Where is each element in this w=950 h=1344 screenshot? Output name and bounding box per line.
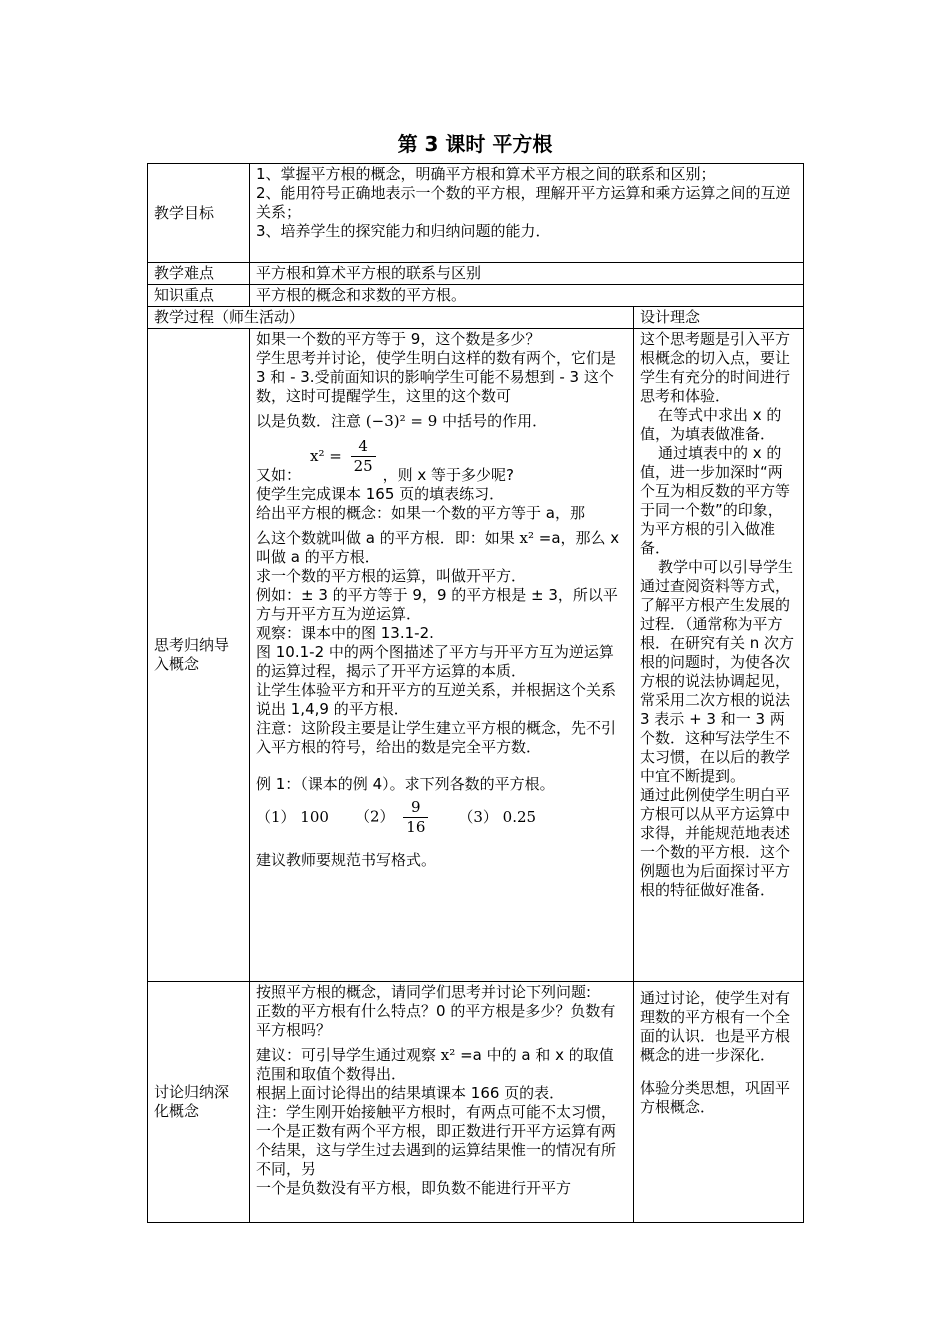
design-note: 通过此例使学生明白平方根可以从平方运算中求得，并能规范地表述一个数的平方根．这个例题也为后面探讨平方根的特征做好准备． (640, 786, 791, 899)
math-expression: x² (519, 529, 534, 547)
section1-line: 图 10.1-2 中的两个图描述了平方与开平方互为逆运算的运算过程，揭示了开平方运算的本质． (256, 643, 614, 680)
objective-item: 3、培养学生的探究能力和归纳问题的能力． (256, 222, 551, 240)
example-items (256, 798, 627, 837)
section1-line: 让学生体验平方和开平方的互逆关系，并根据这个关系说出 1,4,9 的平方根． (256, 681, 617, 718)
section2-line (256, 1046, 627, 1084)
section1-line: 学生思考并讨论，使学生明白这样的数有两个，它们是 3 和 - 3.受前面知识的影响学生可能不易想到 - 3 这个数，这时可提醒学生，这里的这个数可 (256, 349, 617, 405)
section1-line: 求一个数的平方根的运算，叫做开平方． (256, 567, 527, 585)
text: =a，那么 x 叫做 a 的平方根． (256, 529, 620, 566)
process-header-row (148, 307, 804, 329)
math-expression: x² (440, 1046, 456, 1064)
design-note: 通过讨论，使学生对有理数的平方根有一个全面的认识．也是平方根概念的进一步深化． (640, 989, 791, 1064)
section1-line: 给出平方根的概念：如果一个数的平方等于 a，那 (256, 504, 585, 522)
text: 又如： (256, 466, 302, 484)
math-expression: (−3)² = 9 (365, 412, 438, 430)
example-item: （1） 100 (256, 808, 329, 826)
text: ，则 x 等于多少呢? (382, 466, 514, 484)
objectives-content (250, 164, 804, 263)
section1-row (148, 329, 804, 982)
section1-line: 使学生完成课本 165 页的填表练习． (256, 485, 505, 503)
section1-label: 思考归纳导入概念 (148, 329, 250, 982)
section1-content (250, 329, 634, 982)
text: 建议：可引导学生通过观察 (256, 1046, 437, 1064)
section2-label: 讨论归纳深化概念 (148, 982, 250, 1223)
key-points-label: 知识重点 (148, 285, 250, 307)
objectives-row (148, 164, 804, 263)
text: （2） (354, 807, 395, 826)
difficulty-text: 平方根和算术平方根的联系与区别 (250, 263, 804, 285)
difficulty-label: 教学难点 (148, 263, 250, 285)
section1-line: 例如：± 3 的平方等于 9，9 的平方根是 ± 3，所以平方与开平方互为逆运算． (256, 586, 618, 623)
objective-item: 2、能用符号正确地表示一个数的平方根，理解开平方运算和乘方运算之间的互逆关系； (256, 184, 791, 221)
process-header: 教学过程（师生活动） (148, 307, 634, 329)
section2-line: 按照平方根的概念，请同学们思考并讨论下列问题: (256, 983, 592, 1001)
design-note: 体验分类思想，巩固平方根概念． (640, 1079, 791, 1116)
section1-line (256, 466, 627, 485)
design-note: 在等式中求出 x 的值，为填表做准备． (640, 406, 782, 443)
section1-line: 如果一个数的平方等于 9，这个数是多少？ (256, 330, 541, 348)
section1-line: 注意：这阶段主要是让学生建立平方根的概念，先不引入平方根的符号，给出的数是完全平方数． (256, 719, 617, 756)
text: 以是负数．注意 (256, 412, 362, 430)
section2-row (148, 982, 804, 1223)
design-header: 设计理念 (634, 307, 804, 329)
design-note: 教学中可以引导学生通过查阅资料等方式，了解平方根产生发展的过程．（通常称为平方根．在研究有关 n 次方根的问题时，为使各次方根的说法协调起见，常采用二次方根的说法 3 表示 + 3 和一 3 两个数．这种写法学生不太习惯，在以后的教学中宜不断提到。 (640, 558, 795, 785)
text: 中括号的作用． (442, 412, 548, 430)
section2-line: 根据上面讨论得出的结果填课本 166 页的表． (256, 1084, 565, 1102)
section1-line: 观察：课本中的图 13.1-2. (256, 624, 434, 642)
fraction-numerator: 4 (351, 437, 376, 457)
section2-line: 注：学生刚开始接触平方根时，有两点可能不太习惯，一个是正数有两个平方根，即正数进行开平方运算有两个结果，这与学生过去遇到的运算结果惟一的情况有所不同，另 (256, 1103, 617, 1178)
section1-line: 建议教师要规范书写格式。 (256, 851, 437, 869)
section1-design (634, 329, 804, 982)
example-title: 例 1：（课本的例 4）。求下列各数的平方根。 (256, 775, 555, 793)
example-item (355, 798, 432, 837)
objectives-label: 教学目标 (148, 164, 250, 263)
section2-line: 正数的平方根有什么特点？0 的平方根是多少？负数有平方根吗？ (256, 1002, 616, 1039)
section1-line (256, 412, 627, 431)
fraction-numerator: 9 (403, 798, 428, 818)
document-title: 第 3 课时 平方根 (397, 132, 553, 156)
difficulty-row (148, 263, 804, 285)
section2-content (250, 982, 634, 1223)
objective-item: 1、掌握平方根的概念，明确平方根和算术平方根之间的联系和区别； (256, 165, 716, 183)
design-note: 通过填表中的 x 的值，进一步加深时“两个互为相反数的平方等于同一个数”的印象，为平方根的引入做准备． (640, 444, 791, 557)
key-points-text: 平方根的概念和求数的平方根。 (250, 285, 804, 307)
lesson-plan-table (147, 163, 804, 1223)
section2-line: 一个是负数没有平方根，即负数不能进行开平方 (256, 1179, 572, 1197)
key-points-row (148, 285, 804, 307)
section2-design (634, 982, 804, 1223)
section1-line (256, 529, 627, 567)
math-expression: x² = (310, 447, 342, 465)
example-item: （3） 0.25 (458, 808, 537, 826)
design-note: 这个思考题是引入平方根概念的切入点，要让学生有充分的时间进行思考和体验． (640, 330, 791, 405)
fraction-denominator: 16 (406, 818, 426, 836)
fraction-denominator: 25 (353, 457, 373, 475)
text: =a 中的 a 和 x 的取值范围和取值个数得出． (256, 1046, 614, 1083)
text: 么这个数就叫做 a 的平方根．即：如果 (256, 529, 515, 547)
fraction (403, 798, 428, 837)
